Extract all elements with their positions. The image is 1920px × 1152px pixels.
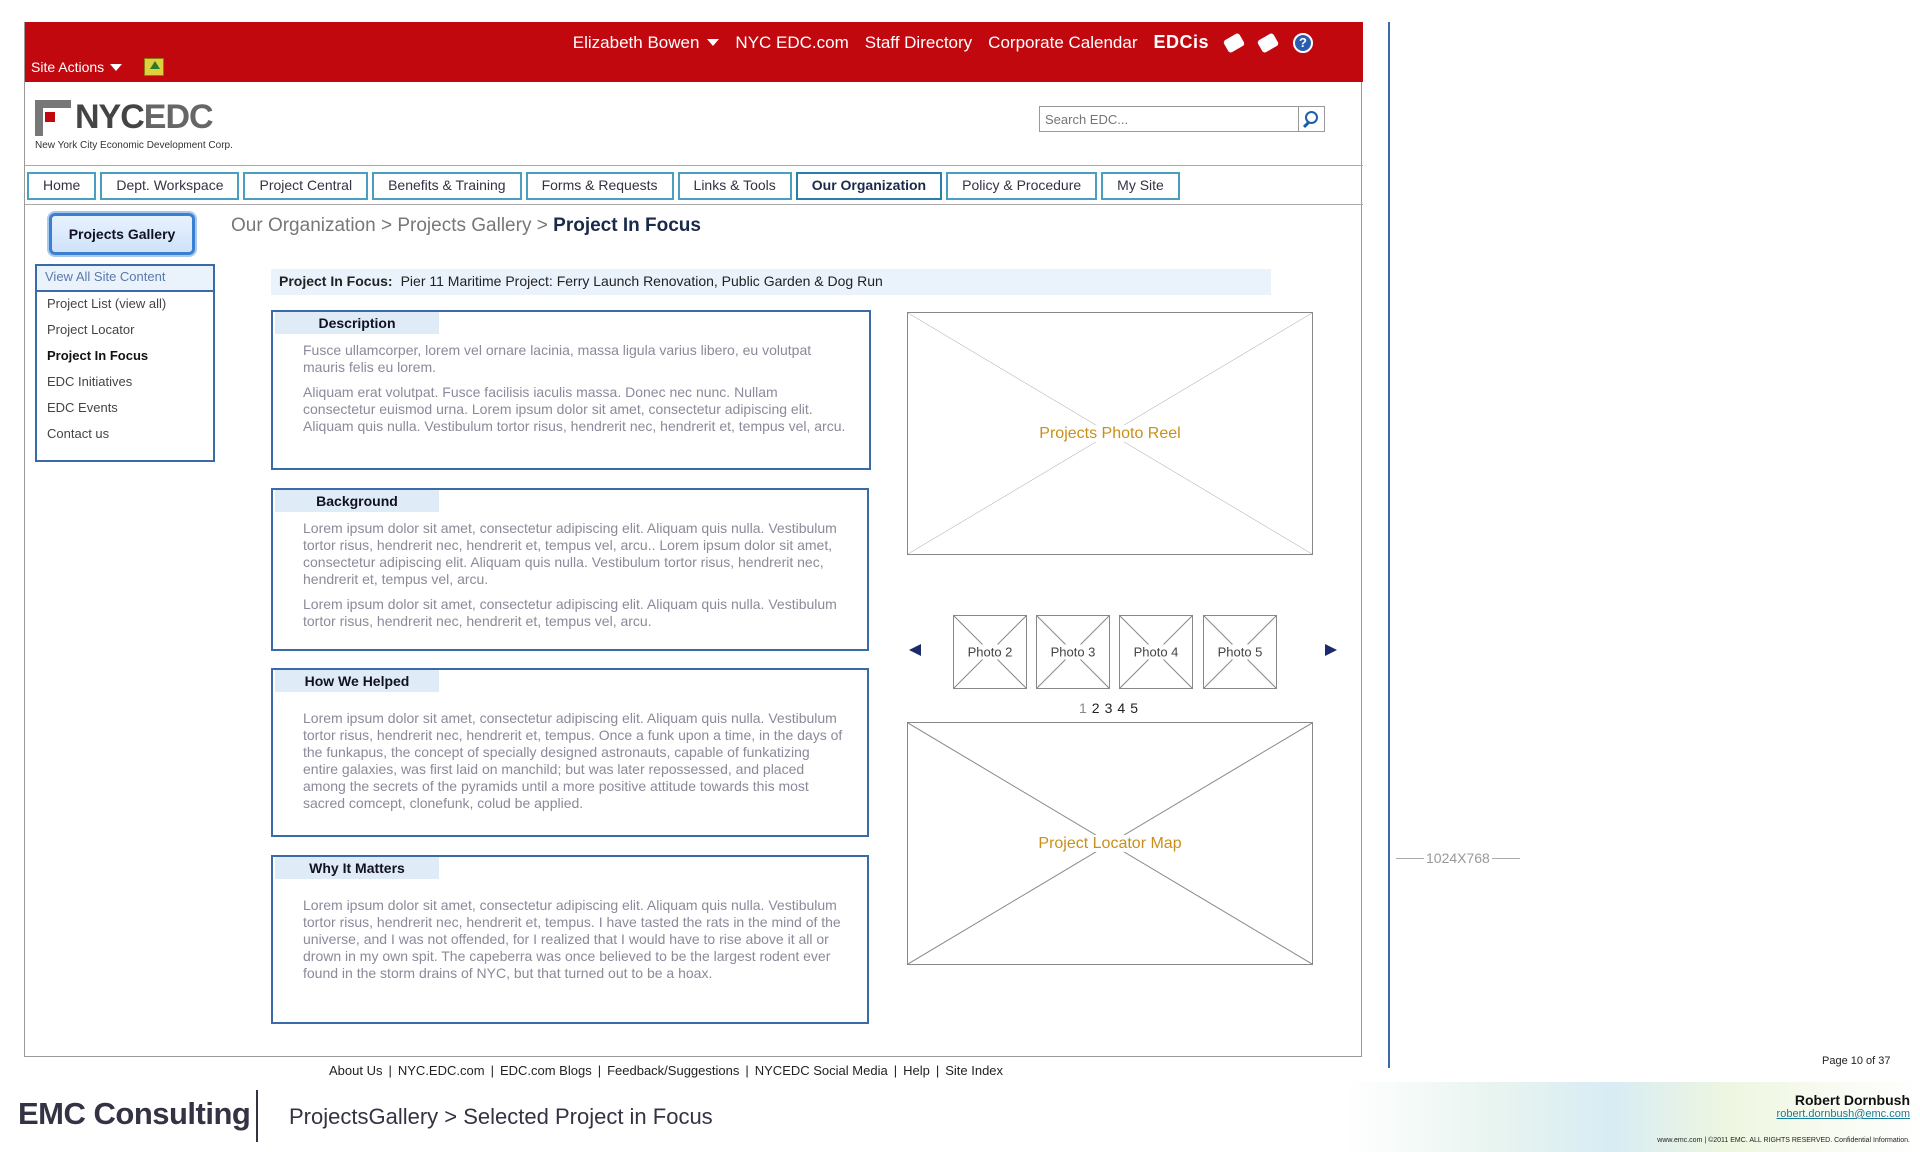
tab-benefits-training[interactable]: Benefits & Training [372, 172, 522, 200]
background-box [271, 488, 869, 651]
breadcrumb [231, 215, 701, 237]
footer-separator: | [388, 1063, 392, 1078]
chevron-down-icon [110, 64, 122, 71]
footer-link-feedback[interactable]: Feedback/Suggestions [607, 1063, 740, 1078]
footer-separator: | [745, 1063, 749, 1078]
sidebar-item-edc-initiatives[interactable]: EDC Initiatives [47, 374, 133, 389]
previous-arrow-icon[interactable] [909, 644, 921, 656]
help-icon[interactable]: ? [1293, 33, 1313, 53]
why-it-matters-title: Why It Matters [275, 857, 439, 879]
tab-my-site[interactable]: My Site [1101, 172, 1180, 200]
tab-dept-workspace[interactable]: Dept. Workspace [100, 172, 239, 200]
tab-forms-requests[interactable]: Forms & Requests [526, 172, 674, 200]
why-it-matters-paragraph: Lorem ipsum dolor sit amet, consectetur adipiscing elit. Aliquam quis nulla. Vestibulum tortor risus, hendrerit nec, hendrerit et, tempus. I have tasted the rats in the mind of the universe, and I was not offended, for I realized that I would have to rise above it all or drown in my own spit. The capeberra was once believed to be the largest rodent ever found in the storm drains of NYC, but that turned out to be a hoax. [303, 897, 841, 981]
projects-gallery-button[interactable]: Projects Gallery [49, 213, 195, 255]
footer-links [329, 1063, 1003, 1078]
background-paragraph: Lorem ipsum dolor sit amet, consectetur adipiscing elit. Aliquam quis nulla. Vestibulum tortor risus, hendrerit nec, hendrerit et, tempus vel, arcu. [303, 596, 837, 629]
description-text [303, 342, 849, 443]
sidebar-item-project-in-focus[interactable]: Project In Focus [47, 348, 149, 363]
footer-separator: | [490, 1063, 494, 1078]
background-title: Background [275, 490, 439, 512]
user-menu[interactable] [573, 33, 720, 53]
sidebar-item-edc-events[interactable]: EDC Events [47, 400, 118, 415]
footer-link-site-index[interactable]: Site Index [945, 1063, 1004, 1078]
tags-icon[interactable] [1257, 32, 1280, 53]
slide-title: ProjectsGallery > Selected Project in Focus [289, 1104, 713, 1129]
how-we-helped-title: How We Helped [275, 670, 439, 692]
footer-separator: | [893, 1063, 898, 1078]
photo-thumbnail-label: Photo 4 [1133, 644, 1179, 660]
how-we-helped-box [271, 668, 869, 837]
photo-thumbnail[interactable] [953, 615, 1027, 689]
pager-page[interactable]: 5 [1130, 700, 1138, 716]
projects-photo-reel[interactable] [907, 312, 1313, 555]
breadcrumb-separator: > [536, 215, 548, 236]
tab-home[interactable]: Home [27, 172, 96, 200]
view-all-site-content-link[interactable]: View All Site Content [37, 266, 213, 292]
search-input[interactable] [1039, 106, 1299, 132]
viewport-boundary-line [1388, 22, 1390, 1068]
logo-wordmark [75, 98, 213, 137]
pager-page[interactable]: 3 [1104, 700, 1113, 716]
top-link-staff-directory[interactable]: Staff Directory [864, 32, 973, 52]
tag-icon[interactable] [1223, 32, 1246, 53]
logo-mark-icon [35, 100, 71, 136]
dimension-label: 1024X768 [1426, 850, 1490, 866]
why-it-matters-box [271, 855, 869, 1024]
project-locator-map[interactable] [907, 722, 1313, 965]
photo-reel-label: Projects Photo Reel [1039, 424, 1181, 442]
background-text [303, 520, 847, 638]
photo-thumbnail-label: Photo 2 [967, 644, 1013, 660]
sidebar-item-project-list[interactable]: Project List (view all) [47, 296, 167, 311]
photo-thumbnail-label: Photo 5 [1217, 644, 1263, 660]
logo-subtitle: New York City Economic Development Corp. [35, 140, 233, 151]
description-paragraph: Aliquam erat volutpat. Fusce facilisis iaculis massa. Donec nec nunc. Nullam consectetur euismod urna. Lorem ipsum dolor sit amet, consectetur adipiscing elit. Aliquam quis nulla. Vestibulum tortor risus, hendrerit nec, hendrerit et, tempus vel, arcu. [303, 384, 846, 434]
breadcrumb-projects-gallery[interactable]: Projects Gallery [397, 215, 532, 236]
description-box [271, 310, 871, 470]
slide-footer-band [0, 1082, 1920, 1152]
project-in-focus-value: Pier 11 Maritime Project: Ferry Launch Renovation, Public Garden & Dog Run [400, 273, 883, 289]
how-we-helped-paragraph: Lorem ipsum dolor sit amet, consectetur adipiscing elit. Aliquam quis nulla. Vestibulum tortor risus, hendrerit nec, hendrerit et, tempus. Once a funk upon a time, in the days of the funkapus, the concept of specially designed astronauts, capable of funkatizing entire galaxies, was first laid on manchild; but was later repossessed, and placed among the secrets of the pyramids until a more positive attitude towards this most sacred comcept, clonefunk, colud be applied. [303, 710, 843, 811]
emc-consulting-brand: EMC Consulting [18, 1096, 251, 1131]
top-link-nycedc[interactable]: NYC EDC.com [735, 32, 849, 52]
top-link-corporate-calendar[interactable]: Corporate Calendar [988, 32, 1138, 52]
pager-page[interactable]: 1 [1079, 700, 1087, 716]
photo-thumbnail[interactable] [1119, 615, 1193, 689]
breadcrumb-current: Project In Focus [553, 215, 701, 236]
search-icon[interactable] [1299, 106, 1325, 132]
page-number: Page 10 of 37 [1822, 1055, 1891, 1067]
author-block [1777, 1092, 1910, 1120]
logo-edc: EDC [143, 98, 213, 136]
top-bar [25, 22, 1363, 82]
how-we-helped-text [303, 710, 847, 820]
sidebar-item-contact-us[interactable]: Contact us [47, 426, 110, 441]
locator-map-label: Project Locator Map [1038, 834, 1182, 852]
dimension-annotation [1396, 850, 1520, 866]
footer-link-social-media[interactable]: NYCEDC Social Media [754, 1063, 888, 1078]
chevron-down-icon [707, 39, 719, 46]
user-name: Elizabeth Bowen [572, 32, 700, 52]
description-title: Description [275, 312, 439, 334]
tab-our-organization[interactable]: Our Organization [796, 172, 942, 200]
project-in-focus-label: Project In Focus: [279, 273, 393, 289]
breadcrumb-our-organization[interactable]: Our Organization [231, 215, 376, 236]
sidebar-item-project-locator[interactable]: Project Locator [47, 322, 135, 337]
breadcrumb-separator: > [380, 215, 393, 236]
footer-separator: | [935, 1063, 940, 1078]
logo-nyc: NYC [75, 98, 144, 136]
photo-thumbnail[interactable] [1203, 615, 1277, 689]
main-nav [27, 172, 1180, 200]
browser-frame [24, 22, 1362, 1057]
description-paragraph: Fusce ullamcorper, lorem vel ornare lacinia, massa ligula varius libero, eu volutpat mauris felis eu lorem. [303, 342, 812, 375]
tab-links-tools[interactable]: Links & Tools [678, 172, 792, 200]
pager-page[interactable]: 2 [1091, 700, 1100, 716]
pager-page[interactable]: 4 [1117, 700, 1126, 716]
footer-link-about-us[interactable]: About Us [329, 1063, 383, 1078]
footer-link-help[interactable]: Help [903, 1063, 930, 1078]
copyright-text: www.emc.com | ©2011 EMC. ALL RIGHTS RESERVED. Confidential Information. [1657, 1137, 1910, 1144]
header-divider [25, 165, 1363, 166]
author-email[interactable]: robert.dornbush@emc.com [1776, 1108, 1910, 1120]
left-nav [35, 264, 215, 462]
site-actions-label: Site Actions [31, 59, 105, 75]
project-in-focus-bar [271, 269, 1271, 295]
search-box [1039, 106, 1325, 132]
author-name: Robert Dornbush [1794, 1092, 1910, 1108]
nav-divider [25, 204, 1363, 205]
edcis-link[interactable]: EDCis [1153, 32, 1209, 52]
top-links [573, 32, 1313, 53]
tab-policy-procedure[interactable]: Policy & Procedure [946, 172, 1097, 200]
footer-link-blogs[interactable]: EDC.com Blogs [499, 1063, 592, 1078]
photo-thumbnail[interactable] [1036, 615, 1110, 689]
footer-separator: | [597, 1063, 602, 1078]
photo-thumbnail-label: Photo 3 [1050, 644, 1096, 660]
tab-project-central[interactable]: Project Central [243, 172, 368, 200]
why-it-matters-text [303, 897, 847, 990]
site-actions-menu[interactable] [31, 58, 164, 76]
navigate-up-icon[interactable] [144, 58, 164, 76]
footer-link-nycedc[interactable]: NYC.EDC.com [397, 1063, 485, 1078]
next-arrow-icon[interactable] [1325, 644, 1337, 656]
brand-divider [256, 1090, 258, 1142]
background-paragraph: Lorem ipsum dolor sit amet, consectetur adipiscing elit. Aliquam quis nulla. Vestibulum tortor risus, hendrerit nec, hendrerit et, tempus vel, arcu.. Lorem ipsum dolor sit amet, consectetur adipiscing elit. Aliquam quis nulla. Vestibulum tortor risus, hendrerit nec, hendrerit et, tempus vel, arcu. [303, 520, 837, 587]
photo-pager [1079, 700, 1138, 716]
